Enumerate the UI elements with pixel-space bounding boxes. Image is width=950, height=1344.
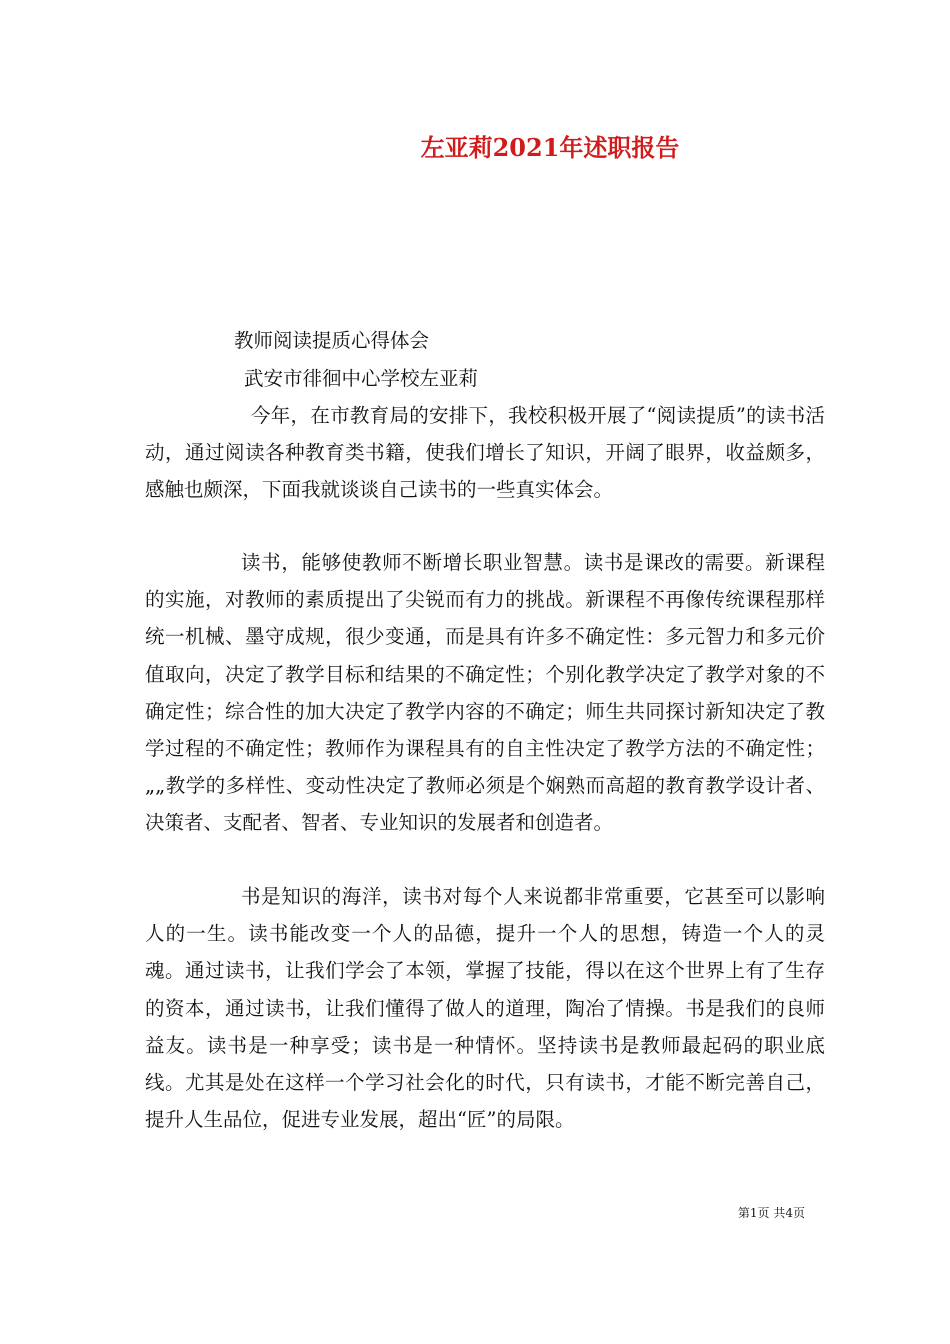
paragraph-2: 读书，能够使教师不断增长职业智慧。读书是课改的需要。新课程的实施，对教师的素质提出了尖锐而有力的挑战。新课程不再像传统课程那样统一机械、墨守成规，很少变通，而是具有许多不确定性：多元智力和多元价值取向，决定了教学目标和结果的不确定性；个别化教学决定了教学对象的不确定性；综合性的加大决定了教学内容的不确定；师生共同探讨新知决定了教学过程的不确定性；教师作为课程具有的自主性决定了教学方法的不确定性；„„教学的多样性、变动性决定了教师必须是个娴熟而高超的教育教学设计者、决策者、支配者、智者、专业知识的发展者和创造者。 (145, 551, 825, 835)
paragraph-3: 书是知识的海洋，读书对每个人来说都非常重要，它甚至可以影响人的一生。读书能改变一个人的品德，提升一个人的思想，铸造一个人的灵魂。通过读书，让我们学会了本领，掌握了技能，得以在这个世界上有了生存的资本，通过读书，让我们懂得了做人的道理，陶冶了情操。书是我们的良师益友。读书是一种享受；读书是一种情怀。坚持读书是教师最起码的职业底线。尤其是处在这样一个学习社会化的时代，只有读书，才能不断完善自己，提升人生品位，促进专业发展，超出“匠”的局限。 (145, 885, 825, 1132)
page-number-footer: 第1页 共4页 (737, 1206, 805, 1220)
paragraph-1: 今年，在市教育局的安排下，我校积极开展了“阅读提质”的读书活动，通过阅读各种教育类书籍，使我们增长了知识，开阔了眼界，收益颇多，感触也颇深，下面我就谈谈自己读书的一些真实体会。 (145, 404, 825, 502)
document-title: 左亚莉2021年述职报告 (420, 133, 680, 162)
essay-subtitle: 教师阅读提质心得体会 (234, 329, 430, 352)
essay-author: 武安市徘徊中心学校左亚莉 (244, 367, 479, 390)
